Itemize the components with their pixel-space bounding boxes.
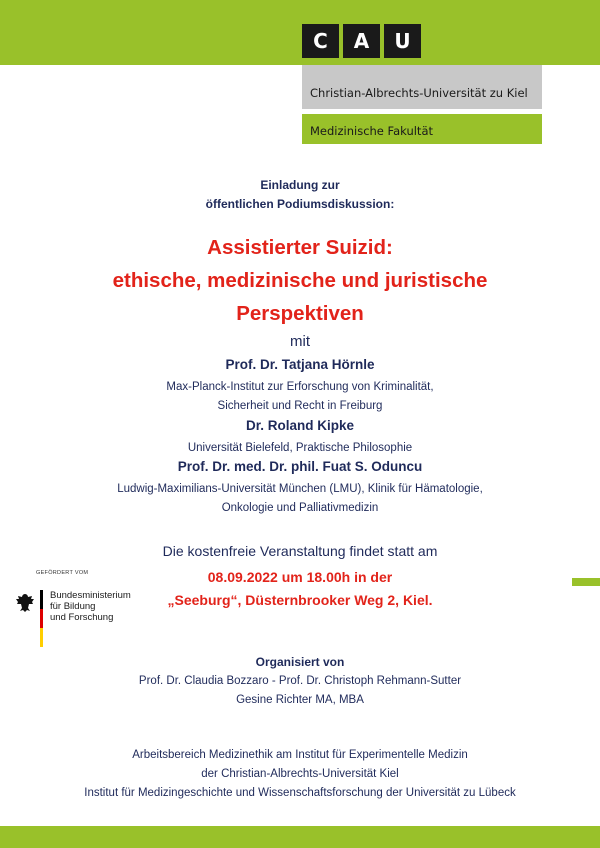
cau-logo (302, 24, 421, 58)
with-label: mit (290, 333, 310, 350)
ministry-line-2: für Bildung (50, 601, 96, 612)
speaker-1-name: Prof. Dr. Tatjana Hörnle (225, 357, 375, 372)
event-venue: „Seeburg“, Düsternbrooker Weg 2, Kiel. (167, 592, 433, 608)
organizers-list (0, 672, 600, 710)
logo-letter-u: U (384, 24, 421, 58)
logo-letter-a: A (343, 24, 380, 58)
title-line-1: Assistierter Suizid: (207, 236, 393, 259)
ministry-line-3: und Forschung (50, 612, 114, 623)
speaker-1-affiliation (0, 378, 600, 416)
logo-letter-c: C (302, 24, 339, 58)
organizers-line-1: Prof. Dr. Claudia Bozzaro - Prof. Dr. Christoph Rehmann-Sutter (138, 675, 462, 687)
university-name: Christian-Albrechts-Universität zu Kiel (310, 86, 528, 100)
top-green-band (0, 0, 600, 65)
speaker-1-affiliation-line-1: Max-Planck-Institut zur Erforschung von Kriminalität, (166, 381, 434, 393)
title-line-3: Perspektiven (236, 302, 364, 325)
organizers-line-2: Gesine Richter MA, MBA (236, 694, 364, 706)
invitation-text (0, 176, 600, 214)
footer-line-3: Institut für Medizingeschichte und Wissenschaftsforschung der Universität zu Lübeck (84, 787, 516, 799)
flag-black (40, 590, 43, 609)
ministry-line-1: Bundesministerium (50, 590, 131, 601)
footer-line-1: Arbeitsbereich Medizinethik am Institut für Experimentelle Medizin (132, 749, 468, 761)
flag-gold (40, 628, 43, 647)
speaker-3-affiliation-line-1: Ludwig-Maximilians-Universität München (LMU), Klinik für Hämatologie, (117, 483, 483, 495)
ministry-name (50, 590, 131, 623)
speaker-3-affiliation (0, 480, 600, 518)
speaker-1-affiliation-line-2: Sicherheit und Recht in Freiburg (217, 400, 383, 412)
university-name-bar (302, 65, 542, 109)
bottom-green-band (0, 826, 600, 848)
faculty-name-bar (302, 114, 542, 144)
side-accent-tick (572, 578, 600, 586)
invitation-line-2: öffentlichen Podiumsdiskussion: (205, 197, 395, 211)
speaker-3-affiliation-line-2: Onkologie und Palliativmedizin (221, 502, 379, 514)
german-flag-stripe (40, 590, 43, 646)
federal-eagle-icon (14, 592, 36, 614)
event-datetime: 08.09.2022 um 18.00h in der (207, 569, 393, 585)
invitation-line-1: Einladung zur (260, 178, 340, 192)
faculty-name: Medizinische Fakultät (310, 124, 434, 138)
title-line-2: ethische, medizinische und juristische (112, 269, 488, 292)
event-intro: Die kostenfreie Veranstaltung findet statt am (162, 543, 438, 559)
flag-red (40, 609, 43, 628)
organizers-heading: Organisiert von (255, 655, 345, 669)
footer-institutions (0, 746, 600, 803)
event-title (0, 231, 600, 330)
speaker-2-affiliation-line-1: Universität Bielefeld, Praktische Philosophie (187, 442, 413, 454)
speaker-2-name: Dr. Roland Kipke (245, 418, 355, 433)
speaker-3-name: Prof. Dr. med. Dr. phil. Fuat S. Oduncu (177, 459, 423, 474)
speaker-2-affiliation (0, 439, 600, 458)
sponsor-label: GEFÖRDERT VOM (36, 570, 89, 576)
footer-line-2: der Christian-Albrechts-Universität Kiel (201, 768, 399, 780)
